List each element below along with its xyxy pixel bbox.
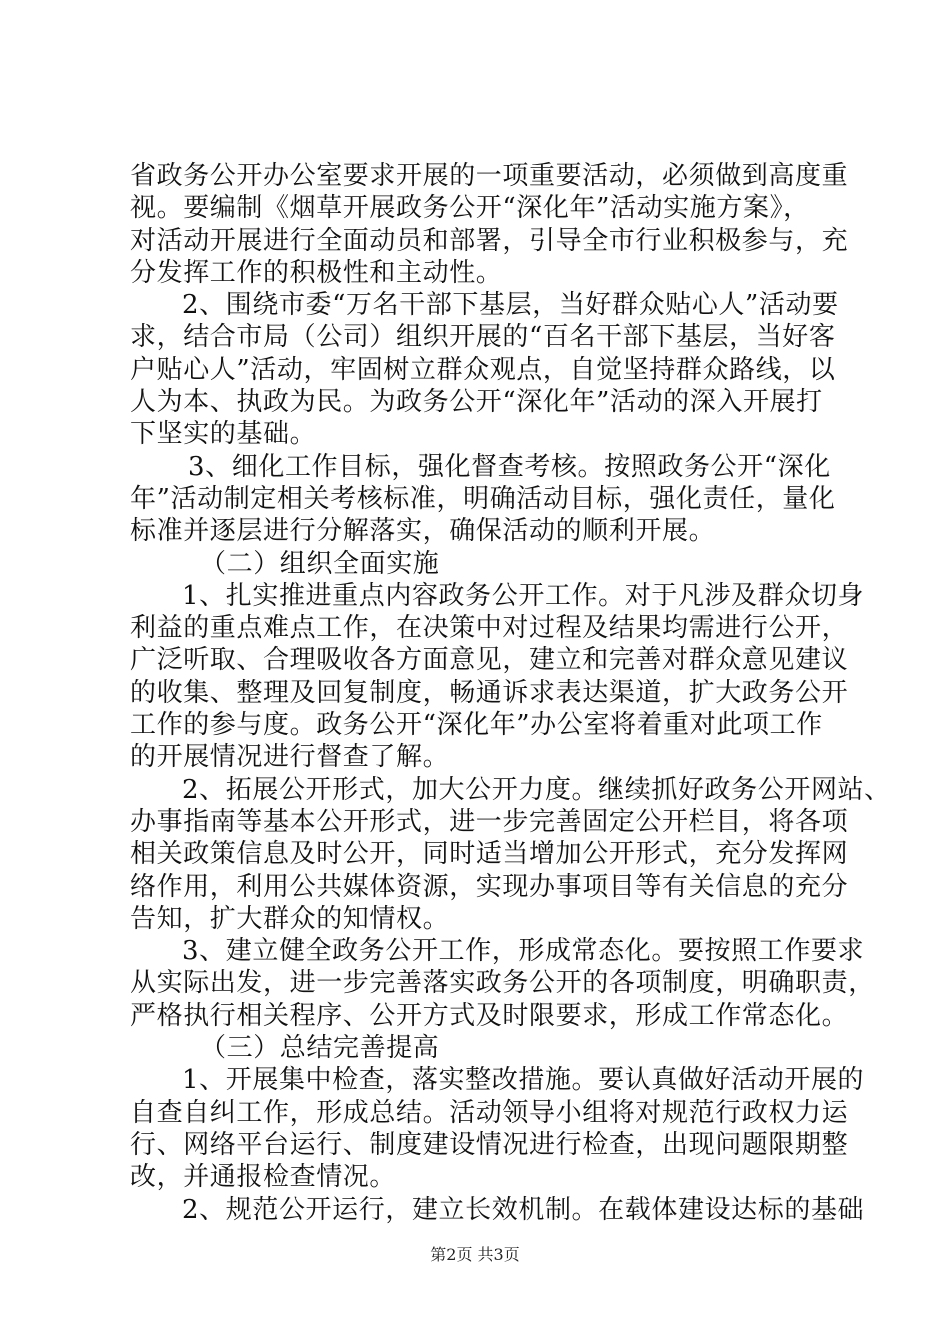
- text-line: 2、拓展公开形式，加大公开力度。继续抓好政务公开网站、: [182, 774, 891, 805]
- text-line: 告知，扩大群众的知情权。: [130, 903, 450, 934]
- text-line: 自查自纠工作，形成总结。活动领导小组将对规范行政权力运: [130, 1097, 849, 1128]
- text-line: 标准并逐层进行分解落实，确保活动的顺利开展。: [130, 516, 716, 547]
- text-line: 分发挥工作的积极性和主动性。: [130, 257, 503, 288]
- text-line: 对活动开展进行全面动员和部署，引导全市行业积极参与，充: [130, 225, 849, 256]
- text-line: 广泛听取、合理吸收各方面意见，建立和完善对群众意见建议: [130, 645, 849, 676]
- text-line: 改，并通报检查情况。: [130, 1162, 397, 1193]
- text-line: 1、开展集中检查，落实整改措施。要认真做好活动开展的: [182, 1065, 865, 1096]
- text-line: 办事指南等基本公开形式，进一步完善固定公开栏目，将各项: [130, 806, 849, 837]
- text-line: 络作用，利用公共媒体资源，实现办事项目等有关信息的充分: [130, 871, 849, 902]
- text-line: 户贴心人”活动，牢固树立群众观点，自觉坚持群众路线，以: [130, 354, 836, 385]
- text-line: 从实际出发，进一步完善落实政务公开的各项制度，明确职责，: [130, 968, 875, 999]
- text-line: 的开展情况进行督查了解。: [130, 742, 450, 773]
- text-line: 下坚实的基础。: [130, 419, 317, 450]
- text-line: 3、建立健全政务公开工作，形成常态化。要按照工作要求: [182, 936, 865, 967]
- text-line: 严格执行相关程序、公开方式及时限要求，形成工作常态化。: [130, 1000, 849, 1031]
- text-line: （三）总结完善提高: [200, 1033, 440, 1064]
- text-line: 视。要编制《烟草开展政务公开“深化年”活动实施方案》，: [130, 193, 810, 224]
- page-footer: 第2页 共3页: [430, 1245, 520, 1264]
- text-line: 求，结合市局（公司）组织开展的“百名干部下基层，当好客: [130, 322, 836, 353]
- text-line: 工作的参与度。政务公开“深化年”办公室将着重对此项工作: [130, 710, 823, 741]
- text-line: 人为本、执政为民。为政务公开“深化年”活动的深入开展打: [130, 387, 823, 418]
- text-line: 行、网络平台运行、制度建设情况进行检查，出现问题限期整: [130, 1129, 849, 1160]
- text-line: 年”活动制定相关考核标准，明确活动目标，强化责任，量化: [130, 483, 836, 514]
- text-line: （二）组织全面实施: [200, 548, 440, 579]
- text-line: 的收集、整理及回复制度，畅通诉求表达渠道，扩大政务公开: [130, 677, 849, 708]
- document-body: [130, 160, 891, 1226]
- text-line: 省政务公开办公室要求开展的一项重要活动，必须做到高度重: [130, 161, 849, 191]
- text-line: 3、细化工作目标，强化督查考核。按照政务公开“深化: [188, 451, 831, 482]
- text-line: 1、扎实推进重点内容政务公开工作。对于凡涉及群众切身: [182, 580, 865, 611]
- text-line: 利益的重点难点工作，在决策中对过程及结果均需进行公开，: [130, 613, 849, 644]
- text-line: 相关政策信息及时公开，同时适当增加公开形式，充分发挥网: [130, 839, 849, 870]
- text-line: 2、围绕市委“万名干部下基层，当好群众贴心人”活动要: [182, 290, 839, 321]
- text-line: 2、规范公开运行，建立长效机制。在载体建设达标的基础: [182, 1194, 865, 1225]
